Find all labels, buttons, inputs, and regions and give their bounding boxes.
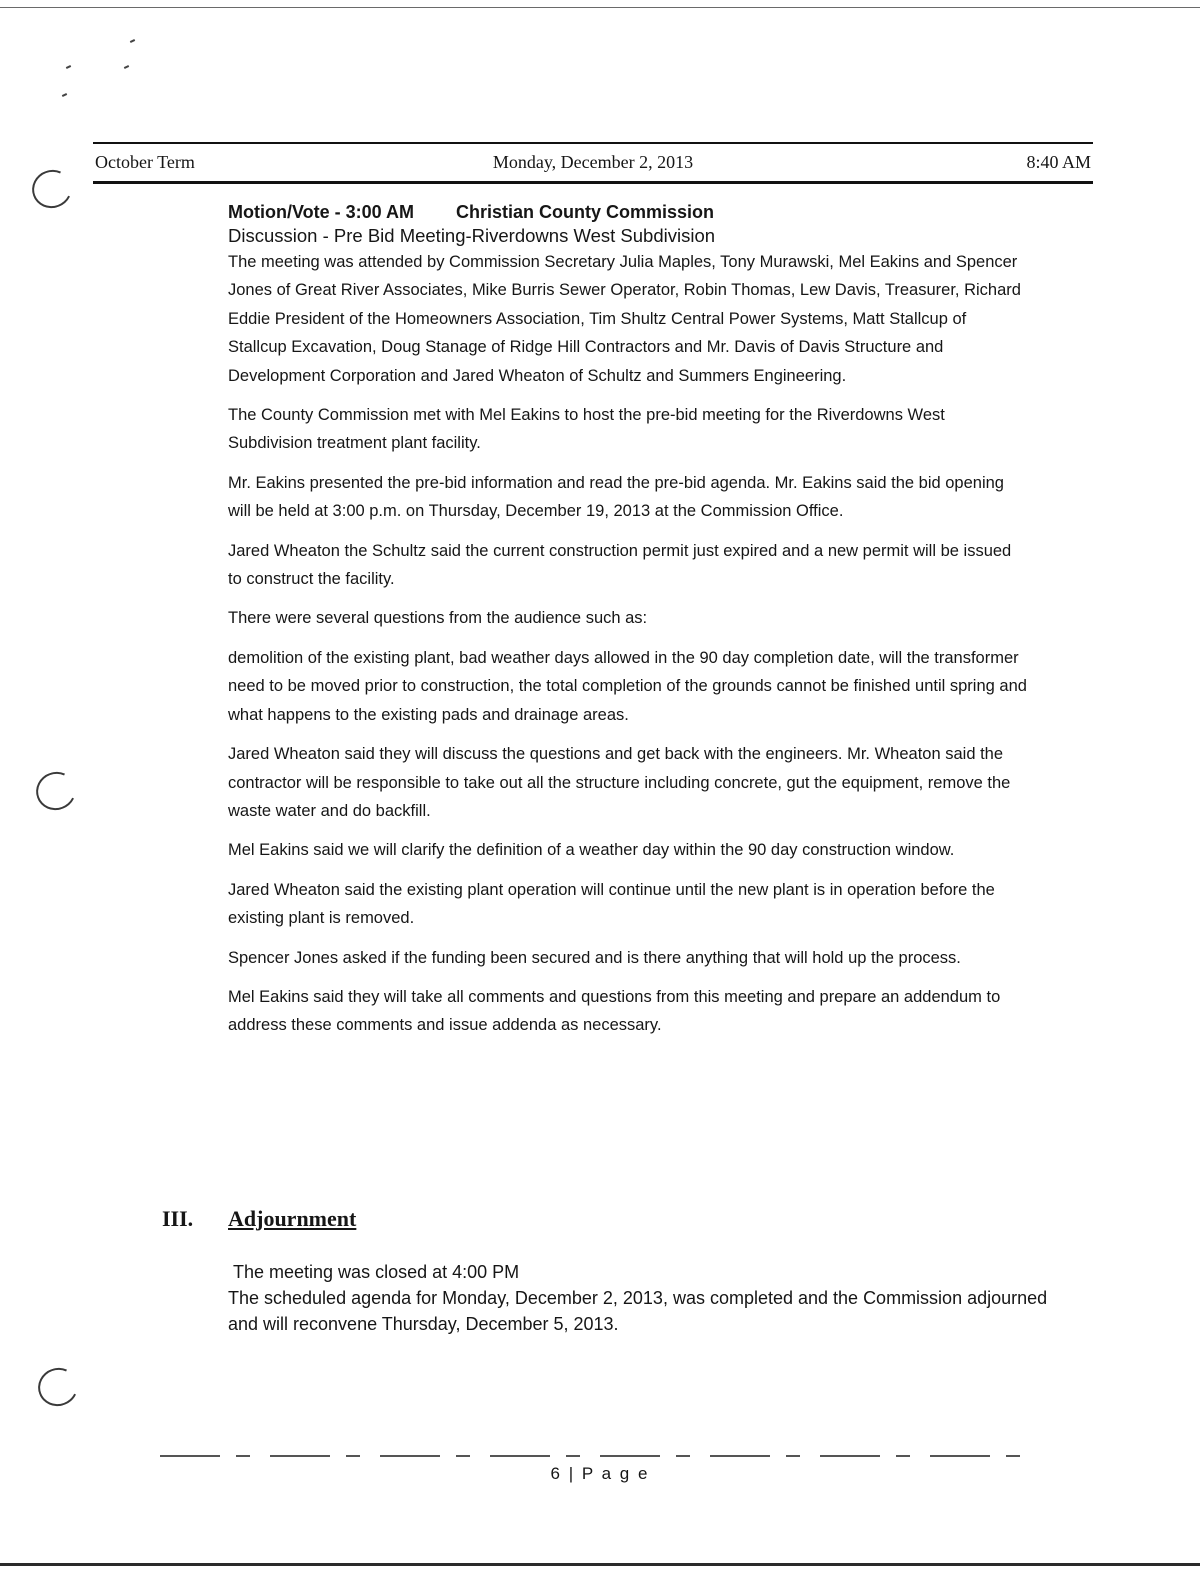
- header-date: Monday, December 2, 2013: [492, 152, 694, 172]
- punch-hole-icon: [31, 766, 82, 815]
- paragraph: Spencer Jones asked if the funding been secured and is there anything that will hold up the process.: [228, 948, 961, 967]
- meeting-minutes-body: [228, 200, 1028, 1051]
- section-title: Adjournment: [228, 1206, 357, 1231]
- paragraph-questions: demolition of the existing plant, bad weather days allowed in the 90 day completion date, will the transformer need to be moved prior to construction, the total completion of the grounds cannot be finished until spring and what happens to the existing pads and drainage areas.: [228, 648, 1027, 724]
- paragraph: Mel Eakins said we will clarify the definition of a weather day within the 90 day construction window.: [228, 841, 955, 860]
- paragraph: Jared Wheaton the Schultz said the current construction permit just expired and a new permit will be issued to construct the facility.: [228, 541, 1012, 589]
- footer-rule: [160, 1455, 1022, 1457]
- header-term: October Term: [95, 152, 195, 172]
- paragraph: Mr. Eakins presented the pre-bid information and read the pre-bid agenda. Mr. Eakins said the bid opening will be held at 3:00 p.m. on Thursday, December 19, 2013 at the Commission Office.: [228, 473, 1004, 521]
- header-rule: [93, 142, 1093, 144]
- discussion-title: Discussion - Pre Bid Meeting-Riverdowns West Subdivision: [228, 225, 716, 246]
- paragraph-attendees: The meeting was attended by Commission Secretary Julia Maples, Tony Murawski, Mel Eakins and Spencer Jones of Great River Associates, Mike Burris Sewer Operator, Robin Thomas, Lew Davis, Treasurer, Richard Eddie President of the Homeowners Association, Tim Shultz Central Power Systems, Matt Stallcup of Stallcup Excavation, Doug Stanage of Ridge Hill Contractors and Mr. Davis of Davis Structure and Development Corporation and Jared Wheaton of Schultz and Summers Engineering.: [228, 253, 1021, 385]
- paragraph: Jared Wheaton said the existing plant operation will continue until the new plant is in operation before the existing plant is removed.: [228, 880, 995, 928]
- commission-name: Christian County Commission: [456, 202, 715, 222]
- adjournment-text: [228, 1259, 1048, 1337]
- scan-speck: [124, 65, 129, 69]
- header-rule: [93, 181, 1093, 184]
- paragraph: Mel Eakins said they will take all comments and questions from this meeting and prepare an addendum to address these comments and issue addenda as necessary.: [228, 987, 1001, 1035]
- scan-speck: [62, 93, 67, 97]
- punch-hole-icon: [27, 164, 78, 213]
- closing-time-line: The meeting was closed at 4:00 PM: [233, 1262, 520, 1282]
- scan-speck: [66, 65, 71, 69]
- scan-edge-line: [0, 7, 1200, 8]
- paragraph: The County Commission met with Mel Eakins to host the pre-bid meeting for the Riverdowns West Subdivision treatment plant facility.: [228, 406, 945, 453]
- scan-edge-line: [0, 1563, 1200, 1566]
- section-numeral: III.: [162, 1206, 194, 1231]
- motion-vote-line: [228, 200, 1028, 224]
- closing-agenda-line: The scheduled agenda for Monday, December 2, 2013, was completed and the Commission adjourned and will reconvene Thursday, December 5, 2013.: [228, 1288, 1048, 1334]
- paragraph: Jared Wheaton said they will discuss the questions and get back with the engineers. Mr. Wheaton said the contractor will be responsible to take out all the structure including concrete, gut the equipment, remove the waste water and do backfill.: [228, 745, 1011, 820]
- paragraph: There were several questions from the audience such as:: [228, 609, 648, 628]
- page-number: 6 | P a g e: [550, 1464, 650, 1483]
- scan-speck: [130, 39, 135, 43]
- punch-hole-icon: [33, 1362, 84, 1411]
- page-header: [95, 152, 1091, 174]
- header-time: 8:40 AM: [1026, 152, 1091, 172]
- motion-vote-label: Motion/Vote - 3:00 AM: [228, 202, 414, 222]
